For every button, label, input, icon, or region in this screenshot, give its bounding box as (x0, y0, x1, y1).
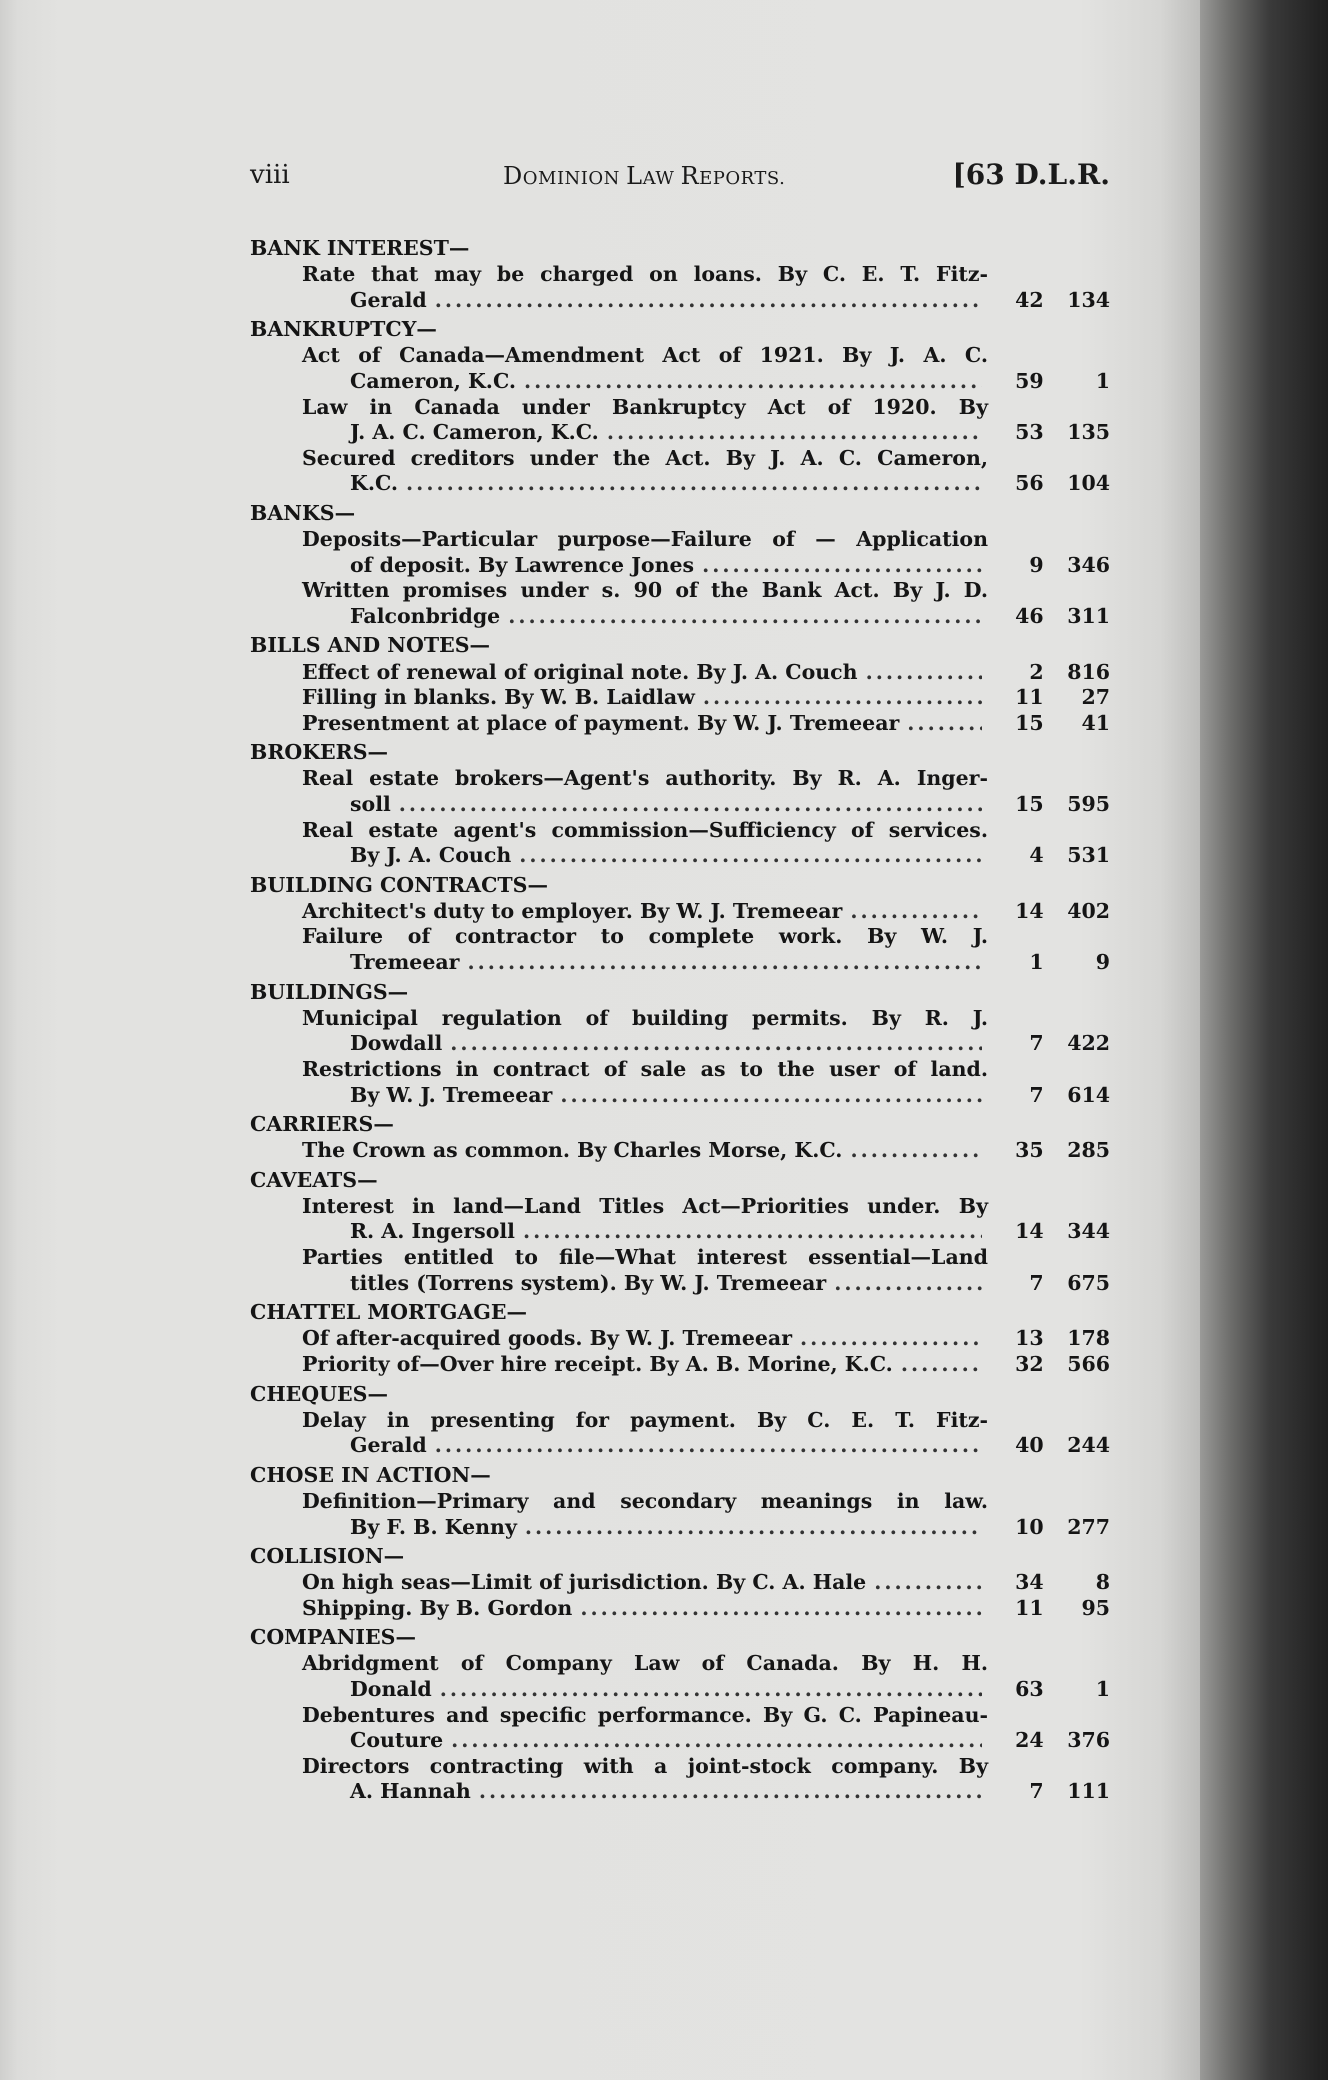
entry-text: Gerald (350, 1433, 427, 1458)
entry-text-area (302, 899, 988, 925)
subject-index (250, 232, 1110, 1805)
entry-text-area (350, 1515, 988, 1541)
dot-leader (435, 288, 982, 314)
entry-text-area (350, 420, 988, 446)
entry-reference-line (250, 420, 1110, 446)
entry-text: On high seas—Limit of jurisdiction. By C. A. Hale (302, 1570, 867, 1595)
index-entry (250, 1651, 1110, 1702)
entry-text: Effect of renewal of original note. By J. A. Couch (302, 659, 858, 684)
index-entry (250, 395, 1110, 446)
entry-text-area (350, 1779, 988, 1805)
volume-number: 35 (1015, 1138, 1044, 1163)
volume-number: 59 (1015, 368, 1044, 393)
entry-reference-line (250, 288, 1110, 314)
page-number: 311 (1067, 603, 1110, 628)
index-section (250, 1168, 1110, 1296)
entry-text: Dowdall (350, 1031, 443, 1056)
entry-first-line: Failure of contractor to complete work. By W. J. (302, 924, 988, 949)
volume-number: 40 (1015, 1433, 1044, 1458)
dot-leader (850, 1138, 982, 1164)
index-section (250, 1544, 1110, 1621)
dot-leader (479, 1779, 982, 1805)
dot-leader (800, 1326, 982, 1352)
dot-leader (560, 1083, 982, 1109)
index-entry (250, 1057, 1110, 1108)
index-entry (250, 899, 1110, 925)
dot-leader (702, 553, 982, 579)
entry-text: Couture (350, 1728, 444, 1753)
dot-leader (850, 899, 982, 925)
page-number: 9 (1095, 950, 1110, 975)
entry-first-line: Definition—Primary and secondary meanings in law. (302, 1488, 988, 1513)
entry-first-line: Law in Canada under Bankruptcy Act of 1920. By (302, 394, 988, 419)
page-number: 402 (1067, 898, 1110, 923)
index-section (250, 1382, 1110, 1459)
entry-text: K.C. (350, 471, 399, 496)
entry-text-area (350, 288, 988, 314)
dot-leader (435, 1433, 982, 1459)
dot-leader (874, 1570, 982, 1596)
entry-text-area (302, 685, 988, 711)
page-number: 285 (1067, 1138, 1110, 1163)
section-heading: CHOSE IN ACTION— (250, 1462, 491, 1487)
index-entry (250, 1194, 1110, 1245)
index-section (250, 236, 1110, 313)
volume-number: 14 (1015, 898, 1044, 923)
entry-reference-line (250, 711, 1110, 737)
dot-leader (508, 604, 982, 630)
entry-text: of deposit. By Lawrence Jones (350, 552, 695, 577)
page-number: 1 (1095, 1677, 1110, 1702)
entry-text-area (302, 711, 988, 737)
index-section (250, 1112, 1110, 1164)
page-number: 675 (1067, 1270, 1110, 1295)
entry-text-area (350, 1677, 988, 1703)
volume-label: [63 D.L.R. (952, 158, 1110, 191)
index-entry (250, 1703, 1110, 1754)
entry-reference-line (250, 950, 1110, 976)
entry-text-area (350, 471, 988, 497)
index-section (250, 501, 1110, 629)
volume-number: 11 (1015, 685, 1044, 710)
entry-first-line: Deposits—Particular purpose—Failure of — Application (302, 527, 988, 552)
entry-reference-line (250, 1570, 1110, 1596)
dot-leader (524, 369, 982, 395)
volume-number: 15 (1015, 710, 1044, 735)
page-number: 41 (1081, 710, 1110, 735)
section-heading: BUILDING CONTRACTS— (250, 872, 548, 897)
entry-reference-line (250, 1677, 1110, 1703)
page-number: 277 (1067, 1514, 1110, 1539)
entry-text: Donald (350, 1677, 432, 1702)
entry-first-line: Interest in land—Land Titles Act—Priorities under. By (302, 1193, 988, 1218)
page-number: 8 (1095, 1570, 1110, 1595)
entry-text: Shipping. By B. Gordon (302, 1595, 573, 1620)
entry-reference-line (250, 660, 1110, 686)
index-entry (250, 527, 1110, 578)
page-number: 566 (1067, 1351, 1110, 1376)
volume-number: 11 (1015, 1595, 1044, 1620)
entry-text-area (350, 604, 988, 630)
entry-reference-line (250, 1219, 1110, 1245)
entry-text: J. A. C. Cameron, K.C. (350, 420, 599, 445)
entry-first-line: Directors contracting with a joint-stock company. By (302, 1753, 988, 1778)
volume-number: 9 (1029, 552, 1044, 577)
page-number: 531 (1067, 843, 1110, 868)
dot-leader (607, 420, 982, 446)
volume-number: 46 (1015, 603, 1044, 628)
entry-first-line: Act of Canada—Amendment Act of 1921. By J. A. C. (302, 343, 988, 368)
section-heading: BILLS AND NOTES— (250, 633, 491, 658)
entry-first-line: Rate that may be charged on loans. By C. E. T. Fitz- (302, 262, 988, 287)
entry-text: The Crown as common. By Charles Morse, K.C. (302, 1138, 843, 1163)
entry-text: Architect's duty to employer. By W. J. Tremeear (302, 898, 843, 923)
dot-leader (907, 711, 982, 737)
page-number: 135 (1067, 420, 1110, 445)
running-title: DOMINION LAW REPORTS. (503, 162, 786, 190)
index-entry (250, 711, 1110, 737)
entry-text: Tremeear (350, 950, 460, 975)
entry-reference-line (250, 369, 1110, 395)
section-heading: BROKERS— (250, 740, 389, 765)
dot-leader (580, 1596, 982, 1622)
index-entry (250, 1570, 1110, 1596)
entry-reference-line (250, 1515, 1110, 1541)
index-entry (250, 1326, 1110, 1352)
volume-number: 53 (1015, 420, 1044, 445)
index-section (250, 740, 1110, 868)
volume-number: 7 (1029, 1031, 1044, 1056)
index-section (250, 317, 1110, 497)
index-entry (250, 818, 1110, 869)
entry-text-area (350, 1728, 988, 1754)
page-number: 614 (1067, 1082, 1110, 1107)
section-heading: COMPANIES— (250, 1625, 416, 1650)
dot-leader (519, 843, 982, 869)
entry-text-area (350, 950, 988, 976)
entry-first-line: Debentures and specific performance. By G. C. Papineau- (302, 1702, 988, 1727)
entry-text-area (302, 1596, 988, 1622)
page-number: 178 (1067, 1326, 1110, 1351)
entry-text-area (350, 553, 988, 579)
entry-text: R. A. Ingersoll (350, 1219, 515, 1244)
page-number: 346 (1067, 552, 1110, 577)
entry-reference-line (250, 1031, 1110, 1057)
page-number: 95 (1081, 1595, 1110, 1620)
entry-reference-line (250, 792, 1110, 818)
index-entry (250, 924, 1110, 975)
index-entry (250, 660, 1110, 686)
index-entry (250, 1489, 1110, 1540)
volume-number: 32 (1015, 1351, 1044, 1376)
entry-first-line: Parties entitled to file—What interest essential—Land (302, 1245, 988, 1270)
entry-reference-line (250, 1138, 1110, 1164)
entry-text-area (350, 1219, 988, 1245)
entry-text: By F. B. Kenny (350, 1514, 517, 1539)
volume-number: 7 (1029, 1082, 1044, 1107)
entry-text-area (302, 1352, 988, 1378)
entry-reference-line (250, 471, 1110, 497)
volume-number: 14 (1015, 1219, 1044, 1244)
entry-text-area (350, 1083, 988, 1109)
section-heading: BANKS— (250, 500, 356, 525)
volume-number: 2 (1029, 659, 1044, 684)
entry-first-line: Abridgment of Company Law of Canada. By H. H. (302, 1651, 988, 1676)
entry-text-area (350, 843, 988, 869)
page-number: 134 (1067, 287, 1110, 312)
entry-first-line: Real estate brokers—Agent's authority. By R. A. Inger- (302, 766, 988, 791)
section-heading: BUILDINGS— (250, 979, 409, 1004)
dot-leader (451, 1728, 982, 1754)
entry-first-line: Real estate agent's commission—Sufficiency of services. (302, 817, 988, 842)
dot-leader (399, 792, 982, 818)
entry-text-area (302, 660, 988, 686)
entry-text: A. Hannah (350, 1779, 471, 1804)
dot-leader (406, 471, 982, 497)
dot-leader (866, 660, 982, 686)
dot-leader (440, 1677, 982, 1703)
entry-reference-line (250, 1352, 1110, 1378)
entry-text: Falconbridge (350, 603, 501, 628)
page-number: 104 (1067, 471, 1110, 496)
index-section (250, 980, 1110, 1108)
index-entry (250, 1408, 1110, 1459)
entry-reference-line (250, 553, 1110, 579)
index-section (250, 1463, 1110, 1540)
entry-reference-line (250, 685, 1110, 711)
entry-text: By W. J. Tremeear (350, 1082, 553, 1107)
index-section (250, 1300, 1110, 1377)
index-entry (250, 343, 1110, 394)
index-entry (250, 1754, 1110, 1805)
entry-text-area (350, 792, 988, 818)
index-entry (250, 766, 1110, 817)
entry-text-area (350, 369, 988, 395)
book-spine (1200, 0, 1328, 2080)
volume-number: 56 (1015, 471, 1044, 496)
dot-leader (523, 1219, 982, 1245)
entry-first-line: Delay in presenting for payment. By C. E. T. Fitz- (302, 1407, 988, 1432)
entry-reference-line (250, 1728, 1110, 1754)
section-heading: BANKRUPTCY— (250, 317, 437, 342)
index-entry (250, 1352, 1110, 1378)
dot-leader (525, 1515, 982, 1541)
index-section (250, 1625, 1110, 1805)
dot-leader (450, 1031, 982, 1057)
index-entry (250, 685, 1110, 711)
index-entry (250, 1006, 1110, 1057)
entry-text-area (302, 1138, 988, 1164)
page-number: 344 (1067, 1219, 1110, 1244)
page-number: 27 (1081, 685, 1110, 710)
volume-number: 10 (1015, 1514, 1044, 1539)
dot-leader (901, 1352, 982, 1378)
index-entry (250, 1596, 1110, 1622)
volume-number: 63 (1015, 1677, 1044, 1702)
volume-number: 15 (1015, 791, 1044, 816)
entry-first-line: Restrictions in contract of sale as to the user of land. (302, 1056, 988, 1081)
entry-reference-line (250, 899, 1110, 925)
entry-reference-line (250, 1271, 1110, 1297)
entry-reference-line (250, 604, 1110, 630)
index-section (250, 873, 1110, 976)
volume-number: 13 (1015, 1326, 1044, 1351)
page-number: 1 (1095, 368, 1110, 393)
volume-number: 1 (1029, 950, 1044, 975)
dot-leader (467, 950, 982, 976)
volume-number: 42 (1015, 287, 1044, 312)
entry-text: Filling in blanks. By W. B. Laidlaw (302, 685, 695, 710)
entry-text: By J. A. Couch (350, 843, 512, 868)
dot-leader (703, 685, 982, 711)
entry-reference-line (250, 1326, 1110, 1352)
entry-text: Gerald (350, 287, 427, 312)
page-number: 111 (1067, 1779, 1110, 1804)
entry-text: soll (350, 791, 391, 816)
page-number: 376 (1067, 1728, 1110, 1753)
dot-leader (834, 1271, 982, 1297)
section-heading: COLLISION— (250, 1544, 405, 1569)
section-heading: BANK INTEREST— (250, 236, 470, 260)
index-entry (250, 1138, 1110, 1164)
entry-text-area (350, 1271, 988, 1297)
entry-reference-line (250, 1083, 1110, 1109)
entry-first-line: Secured creditors under the Act. By J. A. C. Cameron, (302, 445, 988, 470)
entry-text: titles (Torrens system). By W. J. Tremeear (350, 1270, 827, 1295)
page-number: 816 (1067, 659, 1110, 684)
index-entry (250, 262, 1110, 313)
section-heading: CHATTEL MORTGAGE— (250, 1300, 527, 1325)
entry-text-area (302, 1326, 988, 1352)
section-heading: CARRIERS— (250, 1112, 394, 1137)
entry-text-area (350, 1433, 988, 1459)
volume-number: 34 (1015, 1570, 1044, 1595)
entry-text: Cameron, K.C. (350, 368, 517, 393)
entry-reference-line (250, 1779, 1110, 1805)
index-section (250, 633, 1110, 736)
entry-text: Presentment at place of payment. By W. J. Tremeear (302, 710, 900, 735)
entry-text: Of after-acquired goods. By W. J. Tremeear (302, 1326, 792, 1351)
folio: viii (250, 160, 290, 190)
entry-text: Priority of—Over hire receipt. By A. B. Morine, K.C. (302, 1351, 893, 1376)
entry-text-area (350, 1031, 988, 1057)
section-heading: CAVEATS— (250, 1167, 378, 1192)
volume-number: 4 (1029, 843, 1044, 868)
section-heading: CHEQUES— (250, 1381, 388, 1406)
index-entry (250, 1245, 1110, 1296)
index-entry (250, 578, 1110, 629)
entry-first-line: Municipal regulation of building permits. By R. J. (302, 1005, 988, 1030)
entry-reference-line (250, 1433, 1110, 1459)
entry-reference-line (250, 1596, 1110, 1622)
volume-number: 24 (1015, 1728, 1044, 1753)
page-number: 422 (1067, 1031, 1110, 1056)
index-entry (250, 446, 1110, 497)
page-header (250, 160, 1110, 200)
entry-reference-line (250, 843, 1110, 869)
volume-number: 7 (1029, 1779, 1044, 1804)
volume-number: 7 (1029, 1270, 1044, 1295)
page-number: 244 (1067, 1433, 1110, 1458)
page-number: 595 (1067, 791, 1110, 816)
entry-text-area (302, 1570, 988, 1596)
entry-first-line: Written promises under s. 90 of the Bank Act. By J. D. (302, 578, 988, 603)
